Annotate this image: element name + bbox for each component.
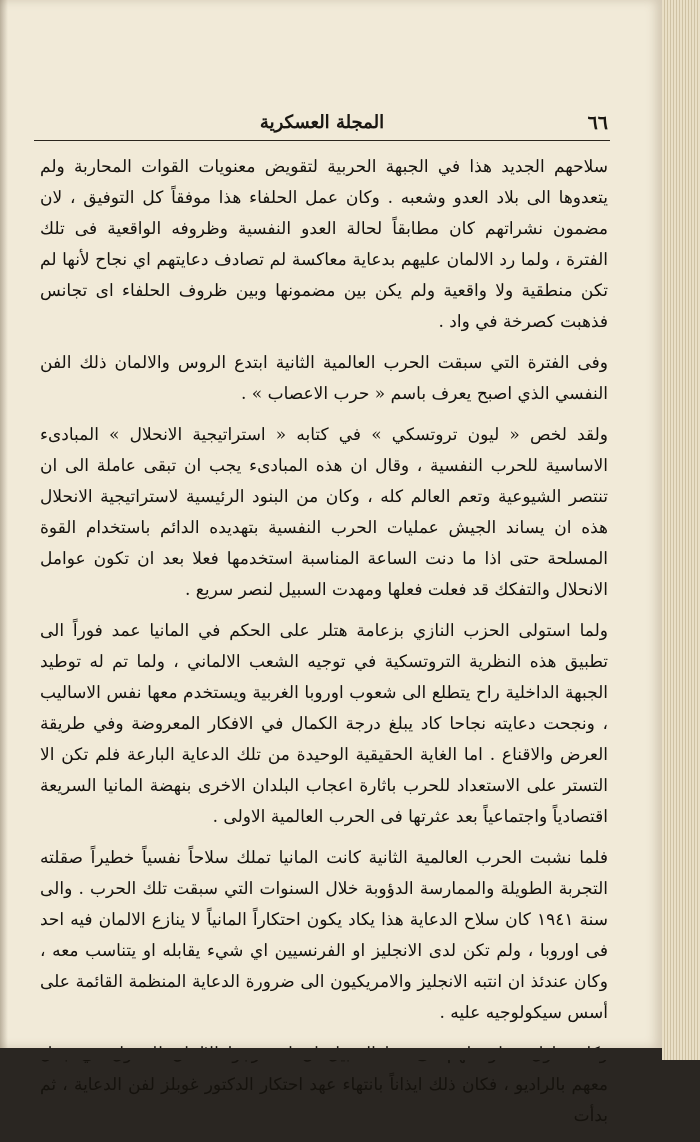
article-body: [40, 152, 608, 1142]
paragraph: سلاحهم الجديد هذا في الجبهة الحربية لتقويض معنويات القوات المحاربة ولم يتعدوها الى بلاد العدو وشعبه . وكان عمل الحلفاء هذا موفقاً كل التوفيق ، لان مضمون نشراتهم كان مطابقاً لحالة العدو النفسية وظروفه الواقعية فى تلك الفترة ، ولما رد الالمان عليهم بدعاية معاكسة لم تصادف دعايتهم اي نجاح لأنها لم تكن منطقية ولا واقعية ولم يكن بين مضمونها وبين ظروف الحلفاء اى تجانس فذهبت كصرخة في واد .: [40, 157, 608, 332]
running-title: المجلة العسكرية: [259, 112, 385, 133]
scan-bottom-border: [0, 1048, 662, 1060]
paragraph: فلما نشبت الحرب العالمية الثانية كانت المانيا تملك سلاحاً نفسياً خطيراً صقلته التجربة الطويلة والممارسة الدؤوبة خلال السنوات التي سبقت تلك الحرب . والى سنة ١٩٤١ كان سلاح الدعاية هذا يكاد يكون احتكاراً المانياً لا ينازع الالمان فيه احد فى اوروبا ، ولم تكن لدى الانجليز او الفرنسيين اي شيء يقابله او يتناسب معه ، وكان عندئذ ان انتبه الانجليز والامريكيون الى ضرورة الدعاية المنظمة القائمة على أسس سيكولوجيه عليه .: [40, 848, 608, 1023]
page-number: ٦٦: [587, 112, 608, 134]
paragraph: ولقد لخص « ليون تروتسكي » في كتابه « استراتيجية الانحلال » المبادىء الاساسية للحرب النفسية ، وقال ان هذه المبادىء يجب ان تبقى عاملة الى ان تنتصر الشيوعية وتعم العالم كله ، وكان من البنود الرئيسية لاستراتيجية الانحلال هذه ان يساند الجيش عمليات الحرب النفسية بتهديده الدائم باستخدام القوة المسلحة حتى اذا ما دنت الساعة المناسبة استخدمها فعلا بعد ان تكون عوامل الانحلال والتفكك قد فعلت فعلها ومهدت السبيل لنصر سريع .: [40, 425, 608, 600]
binding-shadow: [0, 0, 8, 1048]
page-edges: [662, 0, 700, 1060]
paragraph: معهم بالراديو ، فكان ذلك ايذاناً بانتهاء عهد احتكار الدكتور غوبلز لفن الدعاية ، ثم بدأت: [40, 1075, 608, 1126]
page-header: [36, 112, 608, 138]
header-rule: [34, 140, 610, 141]
paragraph: وفى الفترة التي سبقت الحرب العالمية الثانية ابتدع الروس والالمان ذلك الفن النفسي الذي اصبح يعرف باسم « حرب الاعصاب » .: [40, 353, 608, 404]
paragraph: ولما استولى الحزب النازي بزعامة هتلر على الحكم في المانيا عمد فوراً الى تطبيق هذه النظرية التروتسكية في توجيه الشعب الالماني ، ولما تم له توطيد الجبهة الداخلية راح يتطلع الى شعوب اوروبا الغربية ويستخدم معها نفس الاساليب ، ونجحت دعايته نجاحا كاد يبلغ درجة الكمال في الافكار المعروضة وفي طريقة العرض والاقناع . اما الغاية الحقيقية الوحيدة من تلك الدعاية البارعة فلم تكن الا التستر على الاستعداد للحرب باثارة اعجاب البلدان الاخرى بنهضة المانيا السريعة اقتصادياً واجتماعياً بعد عثرتها فى الحرب العالمية الاولى .: [40, 621, 608, 827]
